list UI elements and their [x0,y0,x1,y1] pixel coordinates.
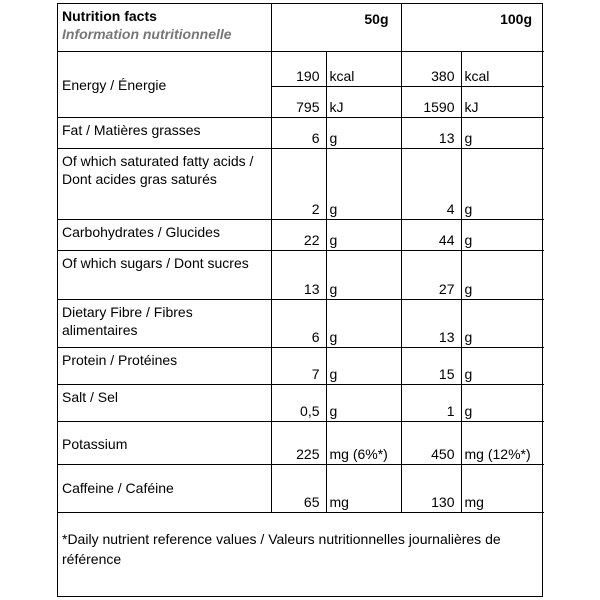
table-title-cell [58,4,271,51]
fibre-unit-50g: g [326,299,401,347]
energy-label: Energy / Énergie [58,51,271,117]
sugars-100g: 27 [401,250,461,299]
salt-label: Salt / Sel [58,384,271,421]
energy-kcal-100g: 380 [401,51,461,86]
saturated-unit-50g: g [326,148,401,219]
column-header-50g: 50g [271,4,401,51]
fibre-50g: 6 [271,299,326,347]
sugars-unit-100g: g [461,250,544,299]
table-row [58,384,544,421]
sugars-label: Of which sugars / Dont sucres [58,250,271,299]
fat-unit-100g: g [461,117,544,148]
header-row [58,4,544,51]
fat-label: Fat / Matières grasses [58,117,271,148]
salt-unit-50g: g [326,384,401,421]
table-row [58,250,544,299]
fat-unit-50g: g [326,117,401,148]
table-row [58,219,544,250]
saturated-label: Of which saturated fatty acids / Dont acides gras saturés [58,148,271,219]
energy-kj-50g: 795 [271,86,326,117]
table-row [58,421,544,464]
carbs-unit-50g: g [326,219,401,250]
footnote-row [58,512,544,597]
protein-100g: 15 [401,347,461,384]
fibre-unit-100g: g [461,299,544,347]
caffeine-unit-50g: mg [326,464,401,512]
caffeine-label: Caffeine / Caféine [58,464,271,512]
table-row [58,464,544,512]
energy-kcal-50g: 190 [271,51,326,86]
salt-100g: 1 [401,384,461,421]
carbs-100g: 44 [401,219,461,250]
table-row [58,148,544,219]
protein-label: Protein / Protéines [58,347,271,384]
sugars-unit-50g: g [326,250,401,299]
caffeine-unit-100g: mg [461,464,544,512]
energy-kj-100g: 1590 [401,86,461,117]
fat-100g: 13 [401,117,461,148]
potassium-label: Potassium [58,421,271,464]
nutrition-table [57,3,543,597]
potassium-50g: 225 [271,421,326,464]
salt-unit-100g: g [461,384,544,421]
table-row [58,347,544,384]
saturated-100g: 4 [401,148,461,219]
fibre-100g: 13 [401,299,461,347]
carbs-unit-100g: g [461,219,544,250]
table-row [58,117,544,148]
fibre-label: Dietary Fibre / Fibres alimentaires [58,299,271,347]
salt-50g: 0,5 [271,384,326,421]
saturated-50g: 2 [271,148,326,219]
table-subtitle: Information nutritionnelle [62,26,232,43]
energy-kcal-unit-50g: kcal [326,51,401,86]
caffeine-100g: 130 [401,464,461,512]
carbs-50g: 22 [271,219,326,250]
potassium-100g: 450 [401,421,461,464]
sugars-50g: 13 [271,250,326,299]
protein-unit-100g: g [461,347,544,384]
column-header-100g: 100g [401,4,544,51]
potassium-unit-100g: mg (12%*) [461,421,544,464]
protein-unit-50g: g [326,347,401,384]
potassium-unit-50g: mg (6%*) [326,421,401,464]
caffeine-50g: 65 [271,464,326,512]
carbs-label: Carbohydrates / Glucides [58,219,271,250]
energy-kj-unit-100g: kJ [461,86,544,117]
protein-50g: 7 [271,347,326,384]
table-row [58,51,544,86]
energy-kcal-unit-100g: kcal [461,51,544,86]
fat-50g: 6 [271,117,326,148]
footnote: *Daily nutrient reference values / Valeurs nutritionnelles journalières de référence [58,512,544,597]
energy-kj-unit-50g: kJ [326,86,401,117]
saturated-unit-100g: g [461,148,544,219]
table-row [58,299,544,347]
table-title: Nutrition facts [62,8,157,24]
